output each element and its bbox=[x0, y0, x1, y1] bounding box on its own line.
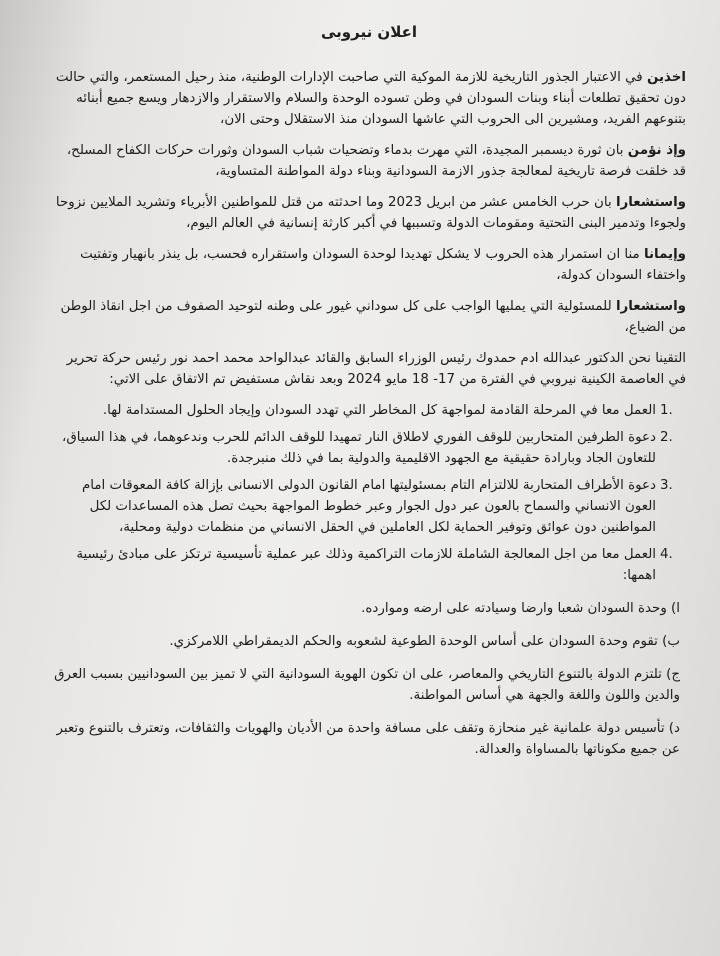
paragraph-lead: وإذ نؤمن bbox=[627, 143, 686, 158]
principle-c: ج) تلتزم الدولة بالتنوع التاريخي والمعاصر، على ان تكون الهوية السودانية التي لا تميز بين السودانيين بسبب العرق والدين واللون واللغة والجهة هي أساس المواطنة. bbox=[54, 667, 680, 703]
item-number: .4 bbox=[660, 547, 673, 562]
paragraph-text: بان ثورة ديسمبر المجيدة، التي مهرت بدماء وتضحيات شباب السودان وثورات حركات الكفاح المسلح، قد خلقت فرصة تاريخية لمعالجة جذور الازمة السودانية وبناء دولة المواطنة المتساوية، bbox=[66, 143, 686, 179]
document-body bbox=[52, 18, 686, 770]
paragraph-2 bbox=[52, 140, 686, 182]
paragraph-text: للمسئولية التي يمليها الواجب على كل سوداني غيور على وطنه لتوحيد الصفوف من اجل انقاذ الوطن من الضياع، bbox=[60, 299, 686, 335]
paragraph-lead: وإيمانا bbox=[643, 247, 686, 262]
paragraph-lead: اخذين bbox=[646, 70, 686, 85]
paragraph-text: التقينا نحن الدكتور عبدالله ادم حمدوك رئيس الوزراء السابق والقائد عبدالواحد محمد احمد نور رئيس حركة تحرير في العاصمة الكينية نيروبي في الفترة من 17- 18 مايو 2024 وبعد نقاش مستفيض تم الاتفاق على الاتي: bbox=[66, 351, 686, 387]
paragraph-lead: واستشعارا bbox=[615, 195, 686, 210]
document-title: اعلان نيروبى bbox=[320, 23, 418, 41]
paragraph-3 bbox=[52, 192, 686, 234]
list-item bbox=[52, 475, 686, 538]
list-item bbox=[52, 427, 686, 469]
item-text: دعوة الأطراف المتحاربة للالتزام التام بمسئوليتها امام القانون الدولى الانسانى بإزالة كافة المعوقات امام العون الانساني والسماح بالعون عبر دول الجوار وعبر خطوط المواجهة بحيث تصل هذه المساعدات لكل المواطنين دون عوائق وتوفير الحماية لكل العاملين في الحقل الانساني من منظمات دولية ومحلية، bbox=[82, 478, 656, 535]
list-item bbox=[52, 400, 686, 421]
principle-d: د) تأسيس دولة علمانية غير منحازة وتقف على مسافة واحدة من الأديان والهويات والثقافات، وتعترف بالتنوع وتعبر عن جميع مكوناتها بالمساواة والعدالة. bbox=[56, 721, 680, 757]
item-text: العمل معا من اجل المعالجة الشاملة للازمات التراكمية وذلك عبر عملية تأسيسية ترتكز على مبادئ رئيسية اهمها: bbox=[76, 547, 656, 583]
principle-a: ا) وحدة السودان شعبا وارضا وسيادته على ارضه وموارده. bbox=[361, 601, 680, 616]
paragraph-5 bbox=[52, 296, 686, 338]
item-text: العمل معا في المرحلة القادمة لمواجهة كل المخاطر التي تهدد السودان وإيجاد الحلول المستدامة لها. bbox=[102, 403, 656, 418]
item-number: .3 bbox=[660, 478, 673, 493]
list-item bbox=[52, 544, 686, 586]
paragraph-text: في الاعتبار الجذور التاريخية للازمة الموكية التي صاحبت الإدارات الوطنية، منذ رحيل المستعمر، والتي حالت دون تحقيق تطلعات أبناء وبنات السودان في وطن تسوده الوحدة والسلام والاستقرار والازدهار ويسع جميع أبنائه بتنوعهم الفريد، ومشيرين الى الحروب التي عاشها السودان منذ الاستقلال وحتى الان، bbox=[55, 70, 686, 127]
item-number: .2 bbox=[660, 430, 673, 445]
item-number: .1 bbox=[660, 403, 673, 418]
paragraph-4 bbox=[52, 244, 686, 286]
item-text: دعوة الطرفين المتحاربين للوقف الفوري لاطلاق النار تمهيدا للوقف الدائم للحرب وندعوهما، في هذا السياق، للتعاون الجاد وبارادة حقيقية مع الجهود الاقليمية والدولية بما في ذلك منبرجدة. bbox=[62, 430, 656, 466]
agreement-list bbox=[52, 400, 686, 586]
principle-b: ب) تقوم وحدة السودان على أساس الوحدة الطوعية لشعوبه والحكم الديمقراطي اللامركزي. bbox=[169, 634, 680, 649]
paragraph-text: منا ان استمرار هذه الحروب لا يشكل تهديدا لوحدة السودان واستقراره فحسب، بل ينذر بانهيار وتفتيت واختفاء السودان كدولة، bbox=[80, 247, 686, 283]
paragraph-6 bbox=[52, 348, 686, 390]
paragraph-lead: واستشعارا bbox=[615, 299, 686, 314]
paragraph-text: بان حرب الخامس عشر من ابريل 2023 وما احدثته من قتل للمواطنين الأبرياء وتشريد الملايين نزوحا ولجوءا وتدمير البنى التحتية ومقومات الدولة وتسببها في أكبر كارثة إنسانية في العالم اليوم، bbox=[55, 195, 686, 231]
paragraph-1 bbox=[52, 67, 686, 130]
